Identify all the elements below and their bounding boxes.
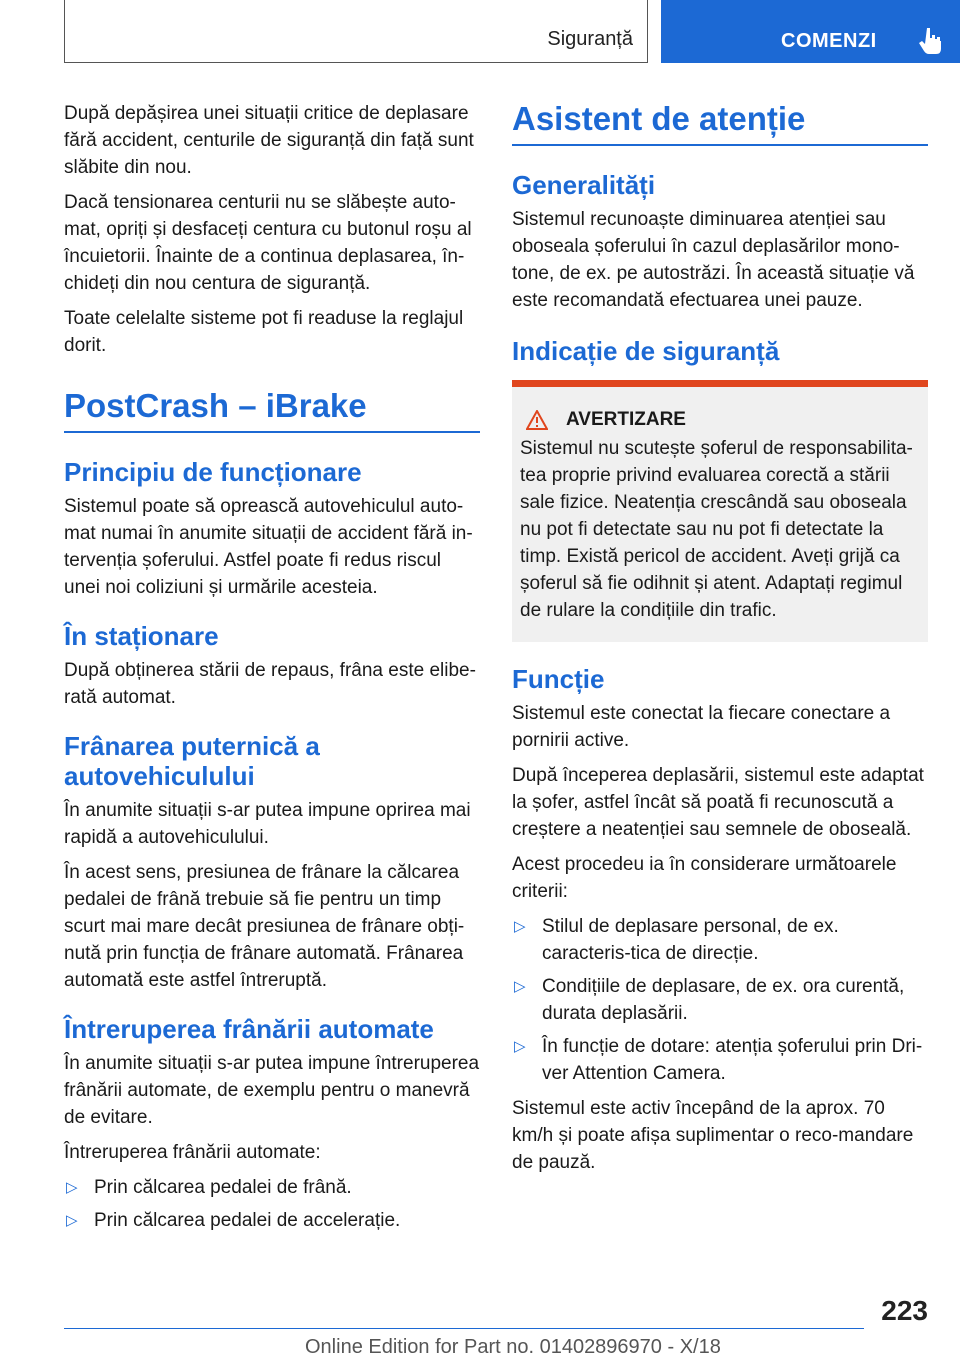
paragraph: În anumite situații s-ar putea impune oprirea mai rapidă a autovehiculului. (64, 800, 471, 848)
left-column (64, 100, 480, 1242)
paragraph: După depășirea unei situații critice de deplasare fără accident, centurile de siguranță din față sunt slăbite din nou. (64, 103, 474, 178)
warning-box (512, 380, 928, 642)
paragraph: Sistemul este activ începând de la aprox. 70 km/h și poate afișa suplimentar o reco-mandare de pauză. (512, 1098, 914, 1173)
warning-title: AVERTIZARE (566, 409, 686, 430)
header-section-box (64, 0, 648, 63)
list-item (64, 1174, 480, 1201)
triangle-bullet-icon: ▷ (66, 1179, 78, 1196)
heading-franarea: Frânarea puternică a autovehiculului (64, 731, 320, 791)
warning-header (520, 409, 920, 431)
paragraph: După obținerea stării de repaus, frâna este elibe-rată automat. (64, 660, 476, 708)
bullet-list (64, 1174, 480, 1234)
paragraph: Dacă tensionarea centurii nu se slăbește auto-mat, opriți și desfaceți centura cu butonul roșu al încuietorii. Înainte de a continua deplasarea, în-chideți din nou centura de siguranță. (64, 192, 472, 294)
header-tab-label: COMENZI (781, 30, 877, 52)
bullet-list (512, 913, 928, 1087)
list-item-text: Prin călcarea pedalei de accelerație. (94, 1210, 401, 1231)
section-title-asistent: Asistent de atenție (512, 100, 928, 146)
heading-intreruperea: Întreruperea frânării automate (64, 1014, 434, 1044)
heading-indicatie: Indicație de siguranță (512, 336, 780, 366)
footer-divider (64, 1328, 864, 1329)
heading-principiu: Principiu de funcționare (64, 457, 362, 487)
paragraph: Sistemul recunoaște diminuarea atenției sau oboseala șoferului în cazul deplasărilor mono-tone, de ex. pe autostrăzi. În această situație vă este recomandată efectuarea unei pauze. (512, 209, 915, 311)
list-item (512, 913, 928, 967)
paragraph: Sistemul poate să oprească autovehiculul auto-mat numai în anumite situații de accident fără in-tervenția șoferului. Astfel poate fi redus riscul unei noi coliziuni și urmările acesteia. (64, 496, 473, 598)
heading-stationare: În staționare (64, 621, 219, 651)
heading-functie: Funcție (512, 664, 605, 694)
warning-text: Sistemul nu scutește șoferul de responsabilita-tea proprie privind evaluarea corectă a stării sale fizice. Neatenția crescândă sau oboseala nu pot fi detectate sau nu pot fi detectate la timp. Există pericol de accident. Aveți grijă ca șoferul să fie odihnit și atent. Adaptați regimul de rulare la condițiile din trafic. (520, 438, 913, 621)
list-item-text: Condițiile de deplasare, de ex. ora curentă, durata deplasării. (542, 976, 905, 1024)
right-column (512, 100, 928, 1184)
paragraph: Toate celelalte sisteme pot fi readuse la reglajul dorit. (64, 308, 464, 356)
paragraph: Sistemul este conectat la fiecare conectare a pornirii active. (512, 703, 891, 751)
header-tab-comenzi[interactable] (661, 0, 960, 63)
footer-edition: Online Edition for Part no. 01402896970 - X/18 (305, 1336, 721, 1358)
paragraph: În acest sens, presiunea de frânare la călcarea pedalei de frână trebuie să fie pentru un timp scurt mai mare decât presiunea de frânare obți-nută prin funcția de frânare automată. Frânarea automată este astfel întreruptă. (64, 862, 465, 991)
list-item (64, 1207, 480, 1234)
warning-triangle-icon (526, 410, 548, 430)
list-item (512, 973, 928, 1027)
header-section-title: Siguranță (547, 28, 633, 50)
heading-generalitati: Generalități (512, 170, 656, 200)
list-item-text: Prin călcarea pedalei de frână. (94, 1177, 352, 1198)
list-item (512, 1033, 928, 1087)
page-number: 223 (881, 1295, 928, 1326)
triangle-bullet-icon: ▷ (514, 978, 526, 995)
paragraph: Acest procedeu ia în considerare următoarele criterii: (512, 854, 897, 902)
triangle-bullet-icon: ▷ (66, 1212, 78, 1229)
triangle-bullet-icon: ▷ (514, 918, 526, 935)
list-item-text: Stilul de deplasare personal, de ex. caracteris-tica de direcție. (542, 916, 839, 964)
triangle-bullet-icon: ▷ (514, 1038, 526, 1055)
hand-pointer-icon (919, 26, 945, 54)
paragraph: În anumite situații s-ar putea impune întreruperea frânării automate, de exemplu pentru o manevră de evitare. (64, 1053, 480, 1128)
list-item-text: În funcție de dotare: atenția șoferului prin Dri-ver Attention Camera. (542, 1036, 923, 1084)
section-title-postcrash: PostCrash – iBrake (64, 387, 480, 433)
paragraph: Întreruperea frânării automate: (64, 1142, 321, 1163)
paragraph: După începerea deplasării, sistemul este adaptat la șofer, astfel încât să poată fi recunoscută a creștere a neatenției sau semnele de oboseală. (512, 765, 924, 840)
